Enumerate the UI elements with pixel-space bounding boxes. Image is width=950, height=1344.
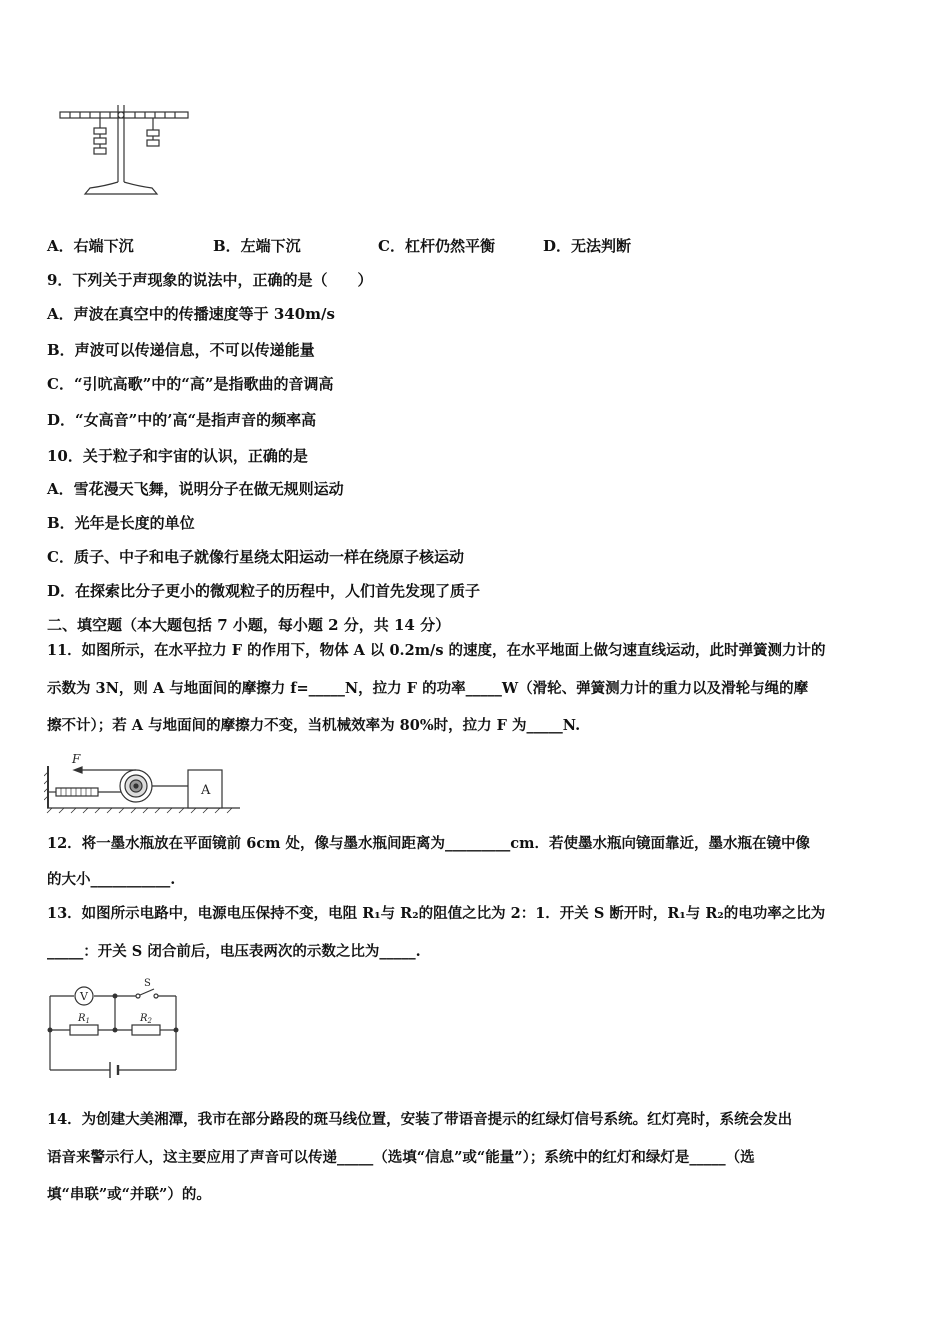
- section-heading: 二、填空题（本大题包括 7 小题，每小题 2 分，共 14 分）: [47, 616, 451, 634]
- q9-option-d: D．“女高音”中的’高“是指声音的频率高: [47, 411, 317, 429]
- svg-text:R1: [77, 1013, 90, 1025]
- q12-line-1: 12．将一墨水瓶放在平面镜前 6cm 处，像与墨水瓶间距离为_________cm．若使墨水瓶向镜面靠近，墨水瓶在镜中像: [47, 835, 810, 852]
- q9-option-a: A．声波在真空中的传播速度等于 340m/s: [47, 305, 335, 323]
- q10-option-c: C．质子、中子和电子就像行星绕太阳运动一样在绕原子核运动: [47, 548, 464, 566]
- q11-line-3: 擦不计）；若 A 与地面间的摩擦力不变，当机械效率为 80%时，拉力 F 为_____N.: [47, 717, 581, 734]
- svg-text:R2: [139, 1013, 153, 1025]
- q10-option-d: D．在探索比分子更小的微观粒子的历程中，人们首先发现了质子: [47, 582, 481, 600]
- circuit-diagram-figure: [44, 974, 184, 1080]
- q10-option-a: A．雪花漫天飞舞，说明分子在做无规则运动: [47, 480, 344, 498]
- q8-option-a: A．右端下沉: [47, 237, 134, 255]
- q13-line-1: 13．如图所示电路中，电源电压保持不变，电阻 R₁与 R₂的阻值之比为 2：1．开关 S 断开时，R₁与 R₂的电功率之比为: [47, 905, 826, 922]
- r2-label: R: [140, 1013, 148, 1024]
- voltmeter-label: V: [80, 990, 88, 1003]
- q8-option-b: B．左端下沉: [213, 237, 301, 255]
- q14-line-1: 14．为创建大美湘潭，我市在部分路段的斑马线位置，安装了带语音提示的红绿灯信号系统。红灯亮时，系统会发出: [47, 1111, 793, 1128]
- q10-stem: 10．关于粒子和宇宙的认识，正确的是: [47, 447, 308, 465]
- q14-line-2: 语音来警示行人，这主要应用了声音可以传递_____（选填“信息”或“能量”）；系统中的红灯和绿灯是_____（选: [47, 1149, 755, 1166]
- r1-subscript: 1: [85, 1017, 90, 1025]
- pulley-block-figure: [44, 748, 244, 814]
- lever-balance-figure: [55, 100, 195, 200]
- q10-option-b: B．光年是长度的单位: [47, 514, 195, 532]
- q11-line-1: 11．如图所示，在水平拉力 F 的作用下，物体 A 以 0.2m/s 的速度，在水平地面上做匀速直线运动，此时弹簧测力计的: [47, 642, 826, 659]
- q8-option-c: C．杠杆仍然平衡: [378, 237, 495, 255]
- q9-stem: 9．下列关于声现象的说法中，正确的是（ ）: [47, 271, 373, 289]
- q14-line-3: 填“串联”或“并联”）的。: [47, 1186, 211, 1203]
- q8-option-d: D．无法判断: [543, 237, 632, 255]
- q12-line-2: 的大小___________.: [47, 871, 176, 888]
- switch-label: S: [144, 978, 151, 989]
- r1-label: R: [78, 1013, 86, 1024]
- r2-subscript: 2: [147, 1017, 152, 1025]
- q11-line-2: 示数为 3N，则 A 与地面间的摩擦力 f=_____N，拉力 F 的功率_____W（滑轮、弹簧测力计的重力以及滑轮与绳的摩: [47, 680, 809, 697]
- force-label: F: [72, 752, 81, 766]
- block-label: A: [201, 783, 211, 798]
- q9-option-c: C．“引吭高歌”中的“高”是指歌曲的音调高: [47, 375, 334, 393]
- q9-option-b: B．声波可以传递信息，不可以传递能量: [47, 341, 315, 359]
- q13-line-2: _____：开关 S 闭合前后，电压表两次的示数之比为_____.: [47, 943, 421, 960]
